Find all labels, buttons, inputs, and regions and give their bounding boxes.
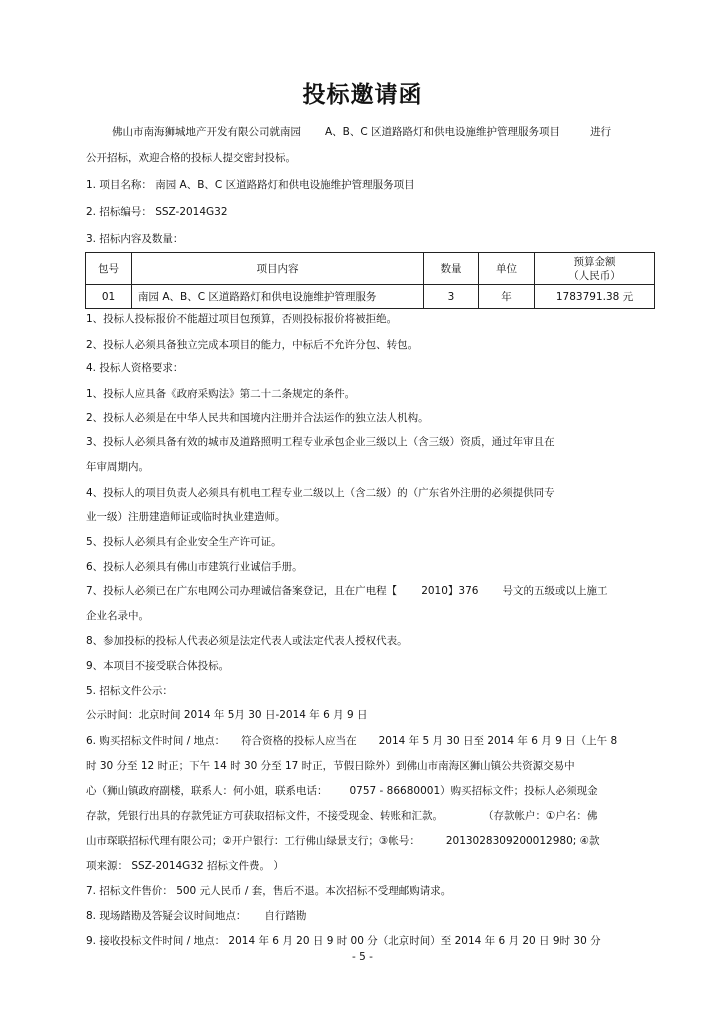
s6a-text-2: 符合资格的投标人应当在 xyxy=(241,735,357,747)
project-name-line: 1. 项目名称： 南园 A、B、C 区道路路灯和供电设施维护管理服务项目 xyxy=(86,179,415,191)
header-budget xyxy=(535,253,655,285)
section-5-time: 公示时间：北京时间 2014 年 5月 30 日-2014 年 6 月 9 日 xyxy=(86,709,368,721)
q7-text-2: 2010】376 xyxy=(421,585,479,597)
s8-text-2: 自行踏勘 xyxy=(264,910,307,922)
note-1: 1、投标人投标报价不能超过项目包预算，否则投标报价将被拒绝。 xyxy=(86,313,398,325)
section-6c xyxy=(86,784,598,798)
qualification-3a: 3、投标人必须具备有效的城市及道路照明工程专业承包企业三级以上（含三级）资质，通过年审且在 xyxy=(86,436,555,448)
note-2: 2、投标人必须具备独立完成本项目的能力，中标后不允许分包、转包。 xyxy=(86,339,419,351)
tender-items-table xyxy=(85,252,655,309)
intro-line-2: 公开招标，欢迎合格的投标人提交密封投标。 xyxy=(86,152,296,164)
section-8 xyxy=(86,909,306,923)
tender-number-line: 2. 招标编号： SSZ-2014G32 xyxy=(86,206,228,218)
intro-line-1 xyxy=(112,125,611,139)
qualification-6: 6、投标人必须具有佛山市建筑行业诚信手册。 xyxy=(86,561,303,573)
section-9: 9. 接收投标文件时间 / 地点： 2014 年 6 月 20 日 9 时 00 分（北京时间）至 2014 年 6 月 20 日 9时 30 分 xyxy=(86,935,601,947)
table-header-row xyxy=(86,253,655,285)
section-6f: 项来源： SSZ-2014G32 招标文件费。 ） xyxy=(86,860,284,872)
document-title: 投标邀请函 xyxy=(302,82,423,108)
cell-pkg: 01 xyxy=(86,285,132,309)
s6d-text-1: 存款，凭银行出具的存款凭证方可获取招标文件，不接受现金、转账和汇款。 xyxy=(86,810,443,822)
s6d-text-2: （存款帐户：①户名：佛 xyxy=(483,810,598,822)
qualification-4a: 4、投标人的项目负责人必须具有机电工程专业二级以上（含二级）的（广东省外注册的必须提供同专 xyxy=(86,487,555,499)
qualification-7b: 企业名录中。 xyxy=(86,610,149,622)
s6e-text-1: 山市琛联招标代理有限公司；②开户银行：工行佛山绿景支行；③帐号： xyxy=(86,835,420,847)
qualification-9: 9、本项目不接受联合体投标。 xyxy=(86,660,230,672)
content-heading: 3. 招标内容及数量： xyxy=(86,233,184,245)
page-number: - 5 - xyxy=(352,951,373,963)
cell-unit: 年 xyxy=(479,285,535,309)
section-6b: 时 30 分至 12 时正；下午 14 时 30 分至 17 时正，节假日除外）到佛山市南海区狮山镇公共资源交易中 xyxy=(86,760,575,772)
qualification-2: 2、投标人必须是在中华人民共和国境内注册并合法运作的独立法人机构。 xyxy=(86,412,429,424)
qualification-3b: 年审周期内。 xyxy=(86,461,149,473)
section-7: 7. 招标文件售价： 500 元人民币 / 套，售后不退。本次招标不受理邮购请求。 xyxy=(86,885,452,897)
cell-qty: 3 xyxy=(424,285,479,309)
qualification-heading: 4. 投标人资格要求： xyxy=(86,362,184,374)
section-6d xyxy=(86,809,597,823)
qualification-1: 1、投标人应具备《政府采购法》第二十二条规定的条件。 xyxy=(86,388,356,400)
qualification-7a xyxy=(86,584,607,598)
intro-text-b: A、B、C 区道路路灯和供电设施维护管理服务项目 xyxy=(325,126,561,138)
intro-text-a: 佛山市南海狮城地产开发有限公司就南园 xyxy=(112,126,301,138)
qualification-4b: 业一级）注册建造师证或临时执业建造师。 xyxy=(86,511,286,523)
header-content: 项目内容 xyxy=(132,253,424,285)
section-6e xyxy=(86,834,600,848)
header-budget-line2: （人民币） xyxy=(568,269,621,282)
section-6a xyxy=(86,734,617,748)
s6a-text-3: 2014 年 5 月 30 日至 2014 年 6 月 9 日（上午 8 xyxy=(378,735,618,747)
qualification-8: 8、参加投标的投标人代表必须是法定代表人或法定代表人授权代表。 xyxy=(86,635,408,647)
s8-text-1: 8. 现场踏勘及答疑会议时间地点： xyxy=(86,910,247,922)
intro-text-c: 进行 xyxy=(590,126,612,138)
header-qty: 数量 xyxy=(424,253,479,285)
q7-text-3: 号文的五级或以上施工 xyxy=(502,585,608,597)
section-5-heading: 5. 招标文件公示： xyxy=(86,685,173,697)
s6c-text-2: 0757 - 86680001）购买招标文件；投标人必须现金 xyxy=(349,785,598,797)
header-budget-line1: 预算金额 xyxy=(573,255,616,268)
s6e-text-2: 2013028309200012980; ④款 xyxy=(445,835,600,847)
qualification-5: 5、投标人必须具有企业安全生产许可证。 xyxy=(86,536,282,548)
header-unit: 单位 xyxy=(479,253,535,285)
cell-content: 南园 A、B、C 区道路路灯和供电设施维护管理服务 xyxy=(132,285,424,309)
s6a-text-1: 6. 购买招标文件时间 / 地点： xyxy=(86,735,226,747)
header-pkg: 包号 xyxy=(86,253,132,285)
q7-text-1: 7、投标人必须已在广东电网公司办理诚信备案登记，且在广电程【 xyxy=(86,585,398,597)
table-row xyxy=(86,285,655,309)
s6c-text-1: 心（狮山镇政府副楼，联系人：何小姐，联系电话： xyxy=(86,785,328,797)
cell-budget: 1783791.38 元 xyxy=(535,285,655,309)
